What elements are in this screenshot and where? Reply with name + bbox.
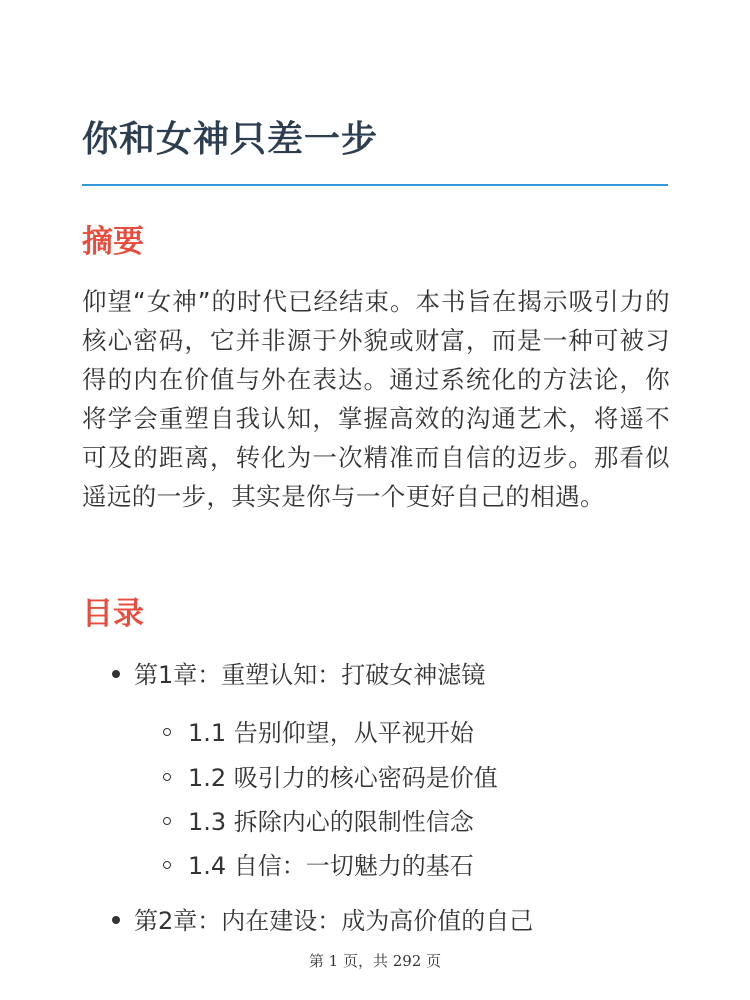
toc-chapter-label: 第1章：重塑认知：打破女神滤镜 [134, 661, 486, 689]
toc-chapter-label: 第2章：内在建设：成为高价值的自己 [134, 907, 534, 935]
filled-bullet-icon [112, 670, 120, 678]
toc-section-label: 1.2 吸引力的核心密码是价值 [188, 764, 498, 792]
toc-section-label: 1.1 告别仰望，从平视开始 [188, 719, 474, 747]
hollow-bullet-icon [163, 861, 171, 869]
hollow-bullet-icon [163, 817, 171, 825]
page-number-footer: 第 1 页，共 292 页 [308, 952, 442, 970]
toc-section-label: 1.3 拆除内心的限制性信念 [188, 808, 474, 836]
hollow-bullet-icon [163, 773, 171, 781]
toc-heading: 目录 [82, 596, 144, 632]
document-title: 你和女神只差一步 [82, 119, 379, 160]
abstract-paragraph: 仰望“女神”的时代已经结束。本书旨在揭示吸引力的核心密码，它并非源于外貌或财富，而是一种可被习得的内在价值与外在表达。通过系统化的方法论，你将学会重塑自我认知，掌握高效的沟通艺术，将遥不可及的距离，转化为一次精准而自信的迈步。那看似遥远的一步，其实是你与一个更好自己的相遇。 [82, 287, 670, 511]
filled-bullet-icon [112, 916, 120, 924]
toc-section-label: 1.4 自信：一切魅力的基石 [188, 852, 474, 880]
hollow-bullet-icon [163, 728, 171, 736]
abstract-heading: 摘要 [82, 224, 144, 260]
title-divider [82, 184, 668, 186]
